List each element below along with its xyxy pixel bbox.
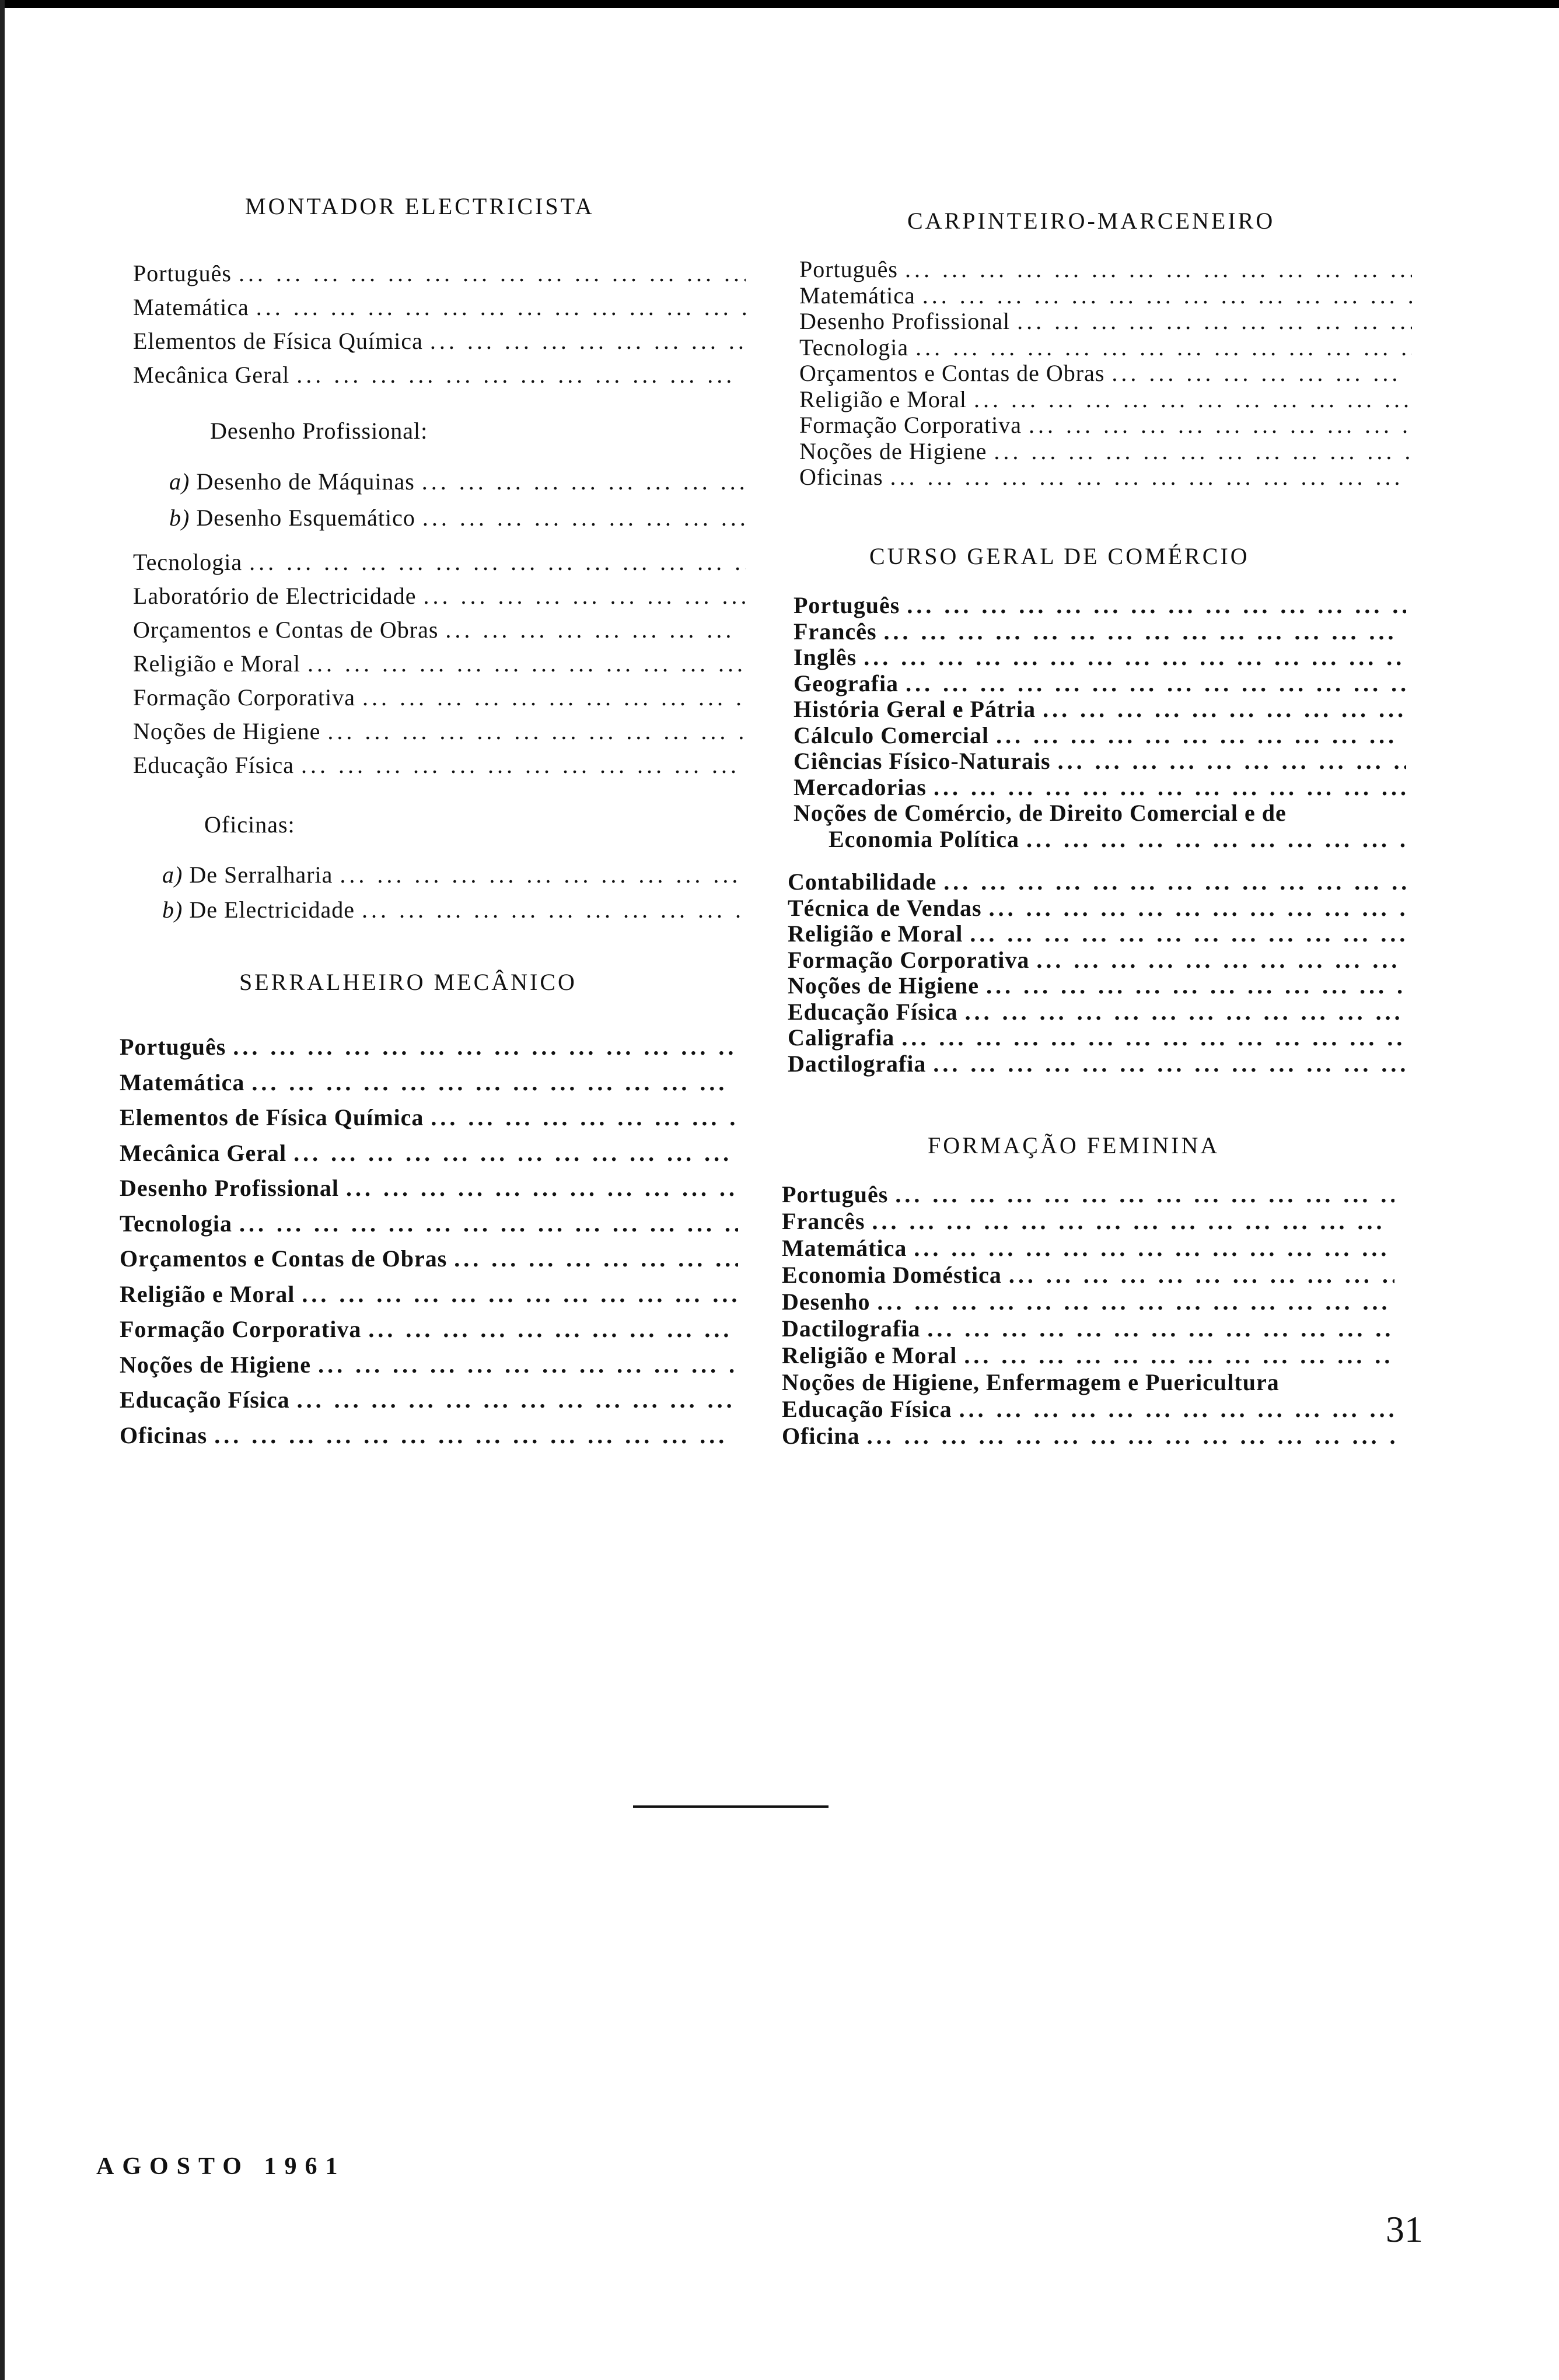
list-item: Matemática ... . xyxy=(120,1065,738,1101)
list-item: a) Desenho de Máquinas ... . xyxy=(169,464,746,500)
page-number: 31 xyxy=(1386,2208,1423,2250)
list-item: Noções de Higiene ... . xyxy=(799,439,1412,465)
list-item: Cálculo Comercial ... . xyxy=(794,723,1406,749)
list-item: Formação Corporativa ... . xyxy=(120,1312,738,1348)
subject-list xyxy=(169,464,746,536)
section-title: MONTADOR ELECTRICISTA xyxy=(245,193,595,219)
section-title: CARPINTEIRO-MARCENEIRO xyxy=(907,208,1275,234)
issue-date: AGOSTO 1961 xyxy=(96,2153,346,2180)
list-item: Contabilidade ... . xyxy=(788,869,1406,895)
list-item: Economia Política ... . xyxy=(794,827,1406,853)
section-title: CURSO GERAL DE COMÉRCIO xyxy=(869,543,1250,569)
list-item: Noções de Higiene ... . xyxy=(120,1348,738,1383)
left-border xyxy=(0,0,5,2380)
subheading: Desenho Profissional: xyxy=(210,418,428,444)
list-item: Português ... . xyxy=(799,257,1412,283)
list-item: Elementos de Física Química ... . xyxy=(133,324,746,358)
list-item: Educação Física ... . xyxy=(133,748,746,782)
section-title: SERRALHEIRO MECÂNICO xyxy=(239,969,577,995)
list-item: Educação Física ... . xyxy=(782,1396,1394,1423)
section-title: FORMAÇÃO FEMININA xyxy=(928,1132,1220,1158)
list-item: Técnica de Vendas ... . xyxy=(788,895,1406,922)
list-item: Noções de Higiene ... . xyxy=(133,715,746,748)
subject-list xyxy=(782,1181,1394,1450)
list-item: Francês ... . xyxy=(782,1208,1394,1235)
subject-list xyxy=(788,869,1406,1077)
list-item: Português ... . xyxy=(782,1181,1394,1208)
list-item: Desenho ... . xyxy=(782,1289,1394,1315)
list-item: Dactilografia ... . xyxy=(782,1315,1394,1342)
list-item: Francês ... . xyxy=(794,619,1406,645)
list-item: Mecânica Geral ... . xyxy=(133,358,746,392)
list-item: Inglês ... . xyxy=(794,645,1406,671)
list-item: Noções de Higiene ... . xyxy=(788,973,1406,999)
list-item: Formação Corporativa ... . xyxy=(133,681,746,715)
subject-list xyxy=(133,257,746,392)
list-item: b) De Electricidade ... . xyxy=(162,892,746,928)
list-item: Religião e Moral ... . xyxy=(788,921,1406,947)
list-item: Orçamentos e Contas de Obras ... . xyxy=(133,613,746,647)
list-item: Orçamentos e Contas de Obras ... . xyxy=(120,1241,738,1277)
top-border xyxy=(0,0,1559,8)
list-item: Matemática ... . xyxy=(799,283,1412,309)
list-item: Português ... . xyxy=(133,257,746,290)
list-item: Educação Física ... . xyxy=(120,1382,738,1418)
separator-rule xyxy=(633,1805,829,1808)
list-item: Economia Doméstica ... . xyxy=(782,1262,1394,1289)
list-item: Tecnologia ... . xyxy=(133,545,746,579)
list-item: Português ... . xyxy=(120,1030,738,1065)
list-item: Oficina ... . xyxy=(782,1423,1394,1450)
subject-list xyxy=(120,1030,738,1453)
list-item: Dactilografia ... . xyxy=(788,1051,1406,1077)
list-item: Desenho Profissional ... . xyxy=(799,309,1412,335)
subheading: Oficinas: xyxy=(204,811,295,838)
list-item: Elementos de Física Química ... . xyxy=(120,1100,738,1136)
list-item: Religião e Moral ... . xyxy=(133,647,746,681)
list-item: b) Desenho Esquemático ... . xyxy=(169,500,746,536)
list-item: Formação Corporativa ... . xyxy=(788,947,1406,974)
list-item: Desenho Profissional ... . xyxy=(120,1171,738,1206)
list-item: Religião e Moral ... . xyxy=(120,1277,738,1312)
list-item: a) De Serralharia ... . xyxy=(162,858,746,892)
list-item: Geografia ... . xyxy=(794,671,1406,697)
list-item: Religião e Moral ... . xyxy=(799,387,1412,413)
list-item: Oficinas ... . xyxy=(120,1418,738,1454)
list-item: Noções de Comércio, de Direito Comercial e de xyxy=(794,800,1287,826)
list-item: Matemática ... . xyxy=(782,1235,1394,1262)
list-item: Mercadorias ... . xyxy=(794,775,1406,801)
subject-list xyxy=(133,545,746,782)
list-item: Laboratório de Electricidade ... . xyxy=(133,579,746,613)
list-item: Ciências Físico-Naturais ... . xyxy=(794,748,1406,775)
list-item: Religião e Moral ... . xyxy=(782,1342,1394,1369)
list-item: Orçamentos e Contas de Obras ... . xyxy=(799,360,1412,387)
subject-list xyxy=(162,858,746,928)
list-item: Matemática ... . xyxy=(133,290,746,324)
list-item: Noções de Higiene, Enfermagem e Puericultura xyxy=(782,1369,1280,1395)
list-item: Tecnologia ... . xyxy=(799,335,1412,361)
subject-list xyxy=(794,593,1406,852)
list-item: Mecânica Geral ... . xyxy=(120,1136,738,1171)
list-item: Formação Corporativa ... . xyxy=(799,412,1412,439)
list-item: Educação Física ... . xyxy=(788,999,1406,1026)
list-item: Tecnologia ... . xyxy=(120,1206,738,1242)
list-item: História Geral e Pátria ... . xyxy=(794,696,1406,723)
list-item: Português ... . xyxy=(794,593,1406,619)
list-item: Caligrafia ... . xyxy=(788,1025,1406,1051)
subject-list xyxy=(799,257,1412,491)
list-item: Oficinas ... . xyxy=(799,464,1412,491)
